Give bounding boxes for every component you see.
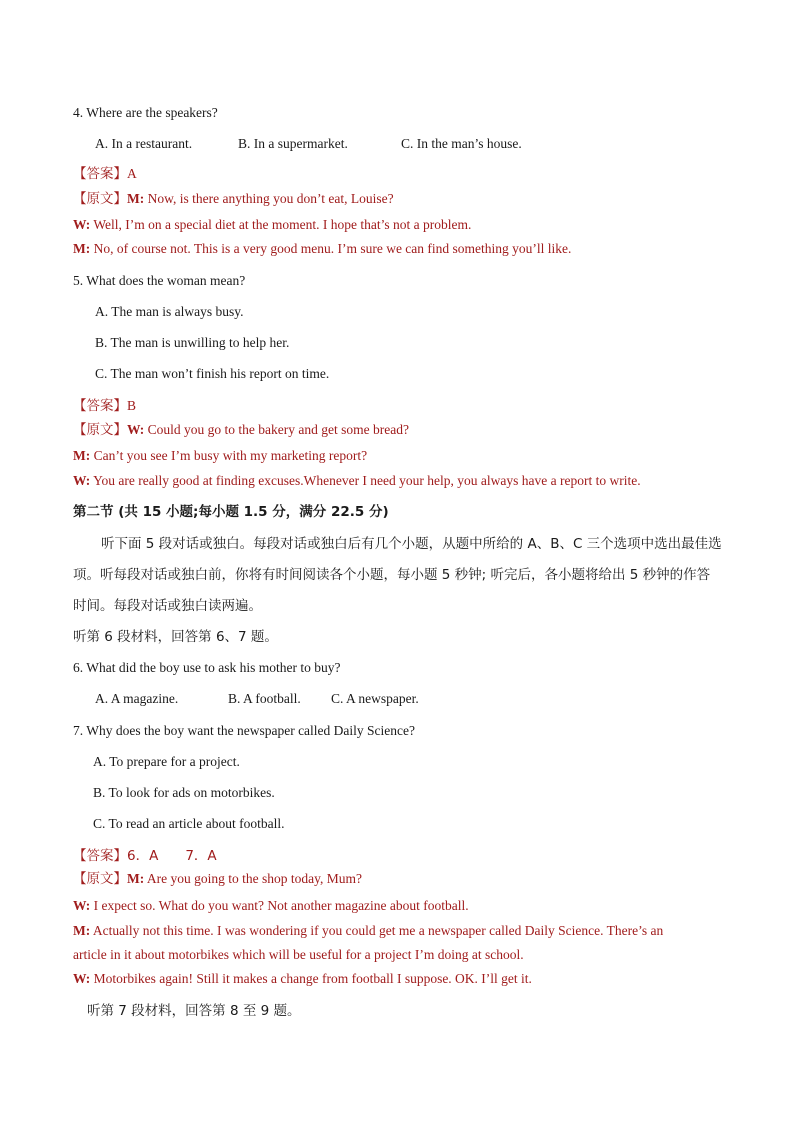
speaker-label: W: xyxy=(73,217,91,232)
transcript-7-line-1 xyxy=(73,870,362,888)
transcript-7-line-4 xyxy=(73,946,524,964)
question-5-option-a: A. The man is always busy. xyxy=(95,304,244,319)
answer-tag: 【答案】 xyxy=(73,398,127,414)
transcript-tag: 【原文】 xyxy=(73,422,127,438)
transcript-text: Now, is there anything you don’t eat, Louise? xyxy=(144,191,394,206)
speaker-label: M: xyxy=(73,448,91,463)
transcript-text: I expect so. What do you want? Not another magazine about football. xyxy=(90,898,469,913)
transcript-text: Motorbikes again! Still it makes a change from football I suppose. OK. I’ll get it. xyxy=(90,971,532,986)
transcript-5-line-1 xyxy=(73,421,409,439)
answer-tag: 【答案】 xyxy=(73,166,127,182)
question-7-option-a: A. To prepare for a project. xyxy=(93,754,240,769)
answer-value: B xyxy=(127,398,137,413)
question-7-option-b: B. To look for ads on motorbikes. xyxy=(93,785,275,800)
answer-5 xyxy=(73,397,136,415)
transcript-4-line-3 xyxy=(73,240,571,258)
option-b: B. In a supermarket. xyxy=(238,136,348,151)
material-6-heading: 听第 6 段材料，回答第 6、7 题。 xyxy=(73,629,278,645)
question-6-options xyxy=(95,690,419,708)
answer-value: A xyxy=(127,166,137,181)
transcript-tag: 【原文】 xyxy=(73,871,127,887)
transcript-7-line-3 xyxy=(73,922,663,940)
material-7-heading: 听第 7 段材料，回答第 8 至 9 题。 xyxy=(87,1003,301,1019)
question-7-option-c: C. To read an article about football. xyxy=(93,816,285,831)
transcript-text: Actually not this time. I was wondering if you could get me a newspaper called Daily Science. There’s an xyxy=(90,923,664,938)
answer-4 xyxy=(73,165,137,183)
transcript-7-line-5 xyxy=(73,970,532,988)
transcript-tag: 【原文】 xyxy=(73,191,127,207)
question-5-option-c: C. The man won’t finish his report on time. xyxy=(95,366,330,381)
speaker-label: W: xyxy=(127,422,145,437)
speaker-label: M: xyxy=(73,241,91,256)
transcript-7-line-2 xyxy=(73,897,469,915)
option-b: B. A football. xyxy=(228,691,301,706)
transcript-text: Can’t you see I’m busy with my marketing report? xyxy=(90,448,368,463)
transcript-text: No, of course not. This is a very good menu. I’m sure we can find something you’ll like. xyxy=(90,241,572,256)
option-c: C. A newspaper. xyxy=(331,691,419,706)
question-5-option-b: B. The man is unwilling to help her. xyxy=(95,335,290,350)
answer-tag: 【答案】 xyxy=(73,848,127,864)
transcript-5-line-3 xyxy=(73,472,641,490)
option-c: C. In the man’s house. xyxy=(401,136,522,151)
transcript-4-line-1 xyxy=(73,190,394,208)
speaker-label: W: xyxy=(73,473,91,488)
transcript-text: Well, I’m on a special diet at the moment. I hope that’s not a problem. xyxy=(90,217,472,232)
question-4-options xyxy=(95,135,522,153)
transcript-text: article in it about motorbikes which will be useful for a project I’m doing at school. xyxy=(73,947,524,962)
speaker-label: M: xyxy=(127,871,145,886)
section-instructions: 听下面 5 段对话或独白。每段对话或独白后有几个小题，从题中所给的 A、B、C 三个选项中选出最佳选项。听每段对话或独白前，你将有时间阅读各个小题，每小题 5 秒钟; 听完后，各小题将给出 5 秒钟的作答时间。每段对话或独白读两遍。 xyxy=(73,536,722,614)
answer-6-7 xyxy=(73,847,217,865)
transcript-text: You are really good at finding excuses.Whenever I need your help, you always have a report to write. xyxy=(90,473,641,488)
transcript-text: Are you going to the shop today, Mum? xyxy=(144,871,362,886)
question-5: 5. What does the woman mean? xyxy=(73,273,246,288)
option-a: A. A magazine. xyxy=(95,691,179,706)
speaker-label: W: xyxy=(73,898,91,913)
question-4: 4. Where are the speakers? xyxy=(73,105,218,120)
transcript-4-line-2 xyxy=(73,216,471,234)
question-7: 7. Why does the boy want the newspaper called Daily Science? xyxy=(73,723,416,738)
speaker-label: W: xyxy=(73,971,91,986)
transcript-text: Could you go to the bakery and get some bread? xyxy=(144,422,409,437)
option-a: A. In a restaurant. xyxy=(95,136,193,151)
section-heading: 第二节 (共 15 小题;每小题 1.5 分，满分 22.5 分) xyxy=(73,504,389,520)
speaker-label: M: xyxy=(73,923,91,938)
question-6: 6. What did the boy use to ask his mother to buy? xyxy=(73,660,341,675)
answer-value: 6．A 7．A xyxy=(127,848,217,864)
transcript-5-line-2 xyxy=(73,447,367,465)
speaker-label: M: xyxy=(127,191,145,206)
